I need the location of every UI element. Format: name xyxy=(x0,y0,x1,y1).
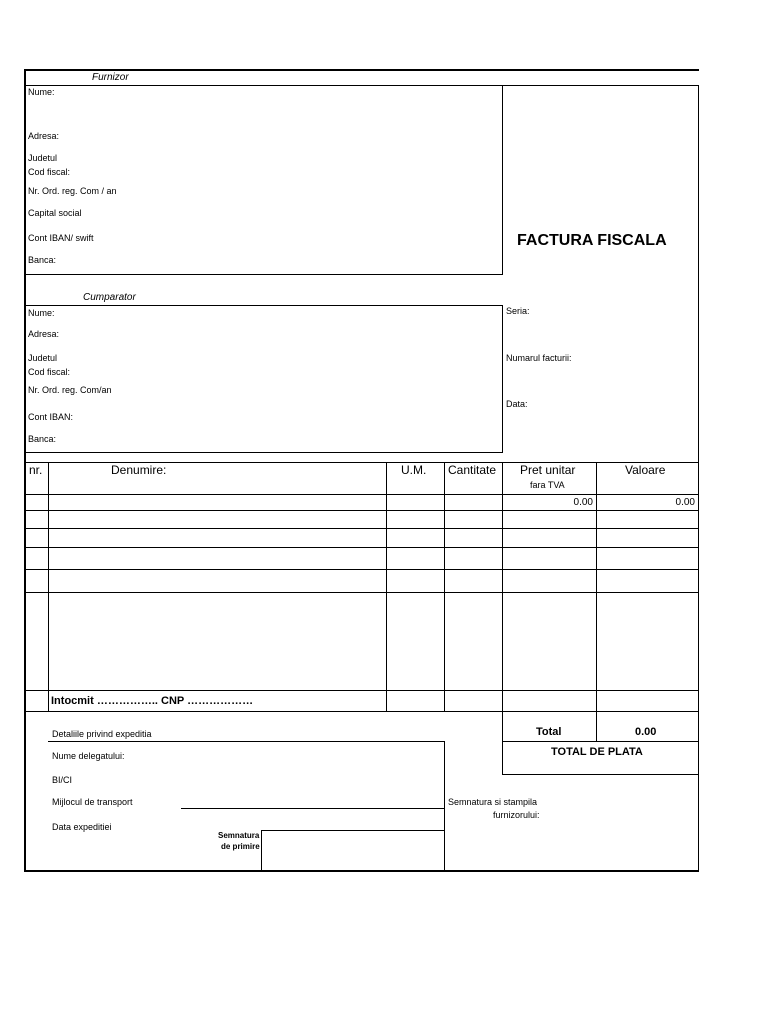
transport-underline xyxy=(181,808,445,809)
frame-right-line xyxy=(698,85,699,872)
buyer-address-label: Adresa: xyxy=(28,329,60,339)
table-row-line-4 xyxy=(24,569,699,570)
table-col-line-1 xyxy=(48,462,49,712)
supplier-signature-label-2: furnizorului: xyxy=(493,810,540,820)
receipt-signature-label-1: Semnatura xyxy=(218,831,260,840)
table-col-line-2 xyxy=(386,462,387,712)
supplier-header: Furnizor xyxy=(92,72,129,83)
table-col-line-3 xyxy=(444,462,445,712)
column-header-um: U.M. xyxy=(401,463,427,477)
supplier-address-label: Adresa: xyxy=(28,131,60,141)
frame-bottom-line xyxy=(24,870,699,872)
buyer-box-top xyxy=(24,305,503,306)
transport-label: Mijlocul de transport xyxy=(52,797,133,807)
shipping-box-right xyxy=(444,741,445,871)
buyer-name-label: Nume: xyxy=(28,308,55,318)
table-bottom-line xyxy=(24,711,699,712)
totals-box-left xyxy=(502,711,503,775)
frame-left-line xyxy=(24,69,26,872)
totals-bottom-line xyxy=(502,774,699,775)
shipping-box-top xyxy=(48,741,445,742)
column-header-unit-price-sub: fara TVA xyxy=(530,480,565,490)
receipt-signature-label-2: de primire xyxy=(221,842,260,851)
supplier-fiscal-code-label: Cod fiscal: xyxy=(28,167,71,177)
table-header-bottom-line xyxy=(24,494,699,495)
supplier-box-right xyxy=(502,85,503,275)
buyer-reg-no-label: Nr. Ord. reg. Com/an xyxy=(28,385,112,395)
table-row-line-6 xyxy=(24,690,699,691)
row1-unit-price: 0.00 xyxy=(573,497,593,508)
table-row-line-1 xyxy=(24,510,699,511)
total-value: 0.00 xyxy=(635,726,657,738)
delegate-name-label: Nume delegatului: xyxy=(52,751,125,761)
totals-mid-line xyxy=(502,741,699,742)
buyer-county-label: Judetul xyxy=(28,353,58,363)
totals-col-line xyxy=(596,711,597,742)
total-to-pay-label: TOTAL DE PLATA xyxy=(551,746,643,758)
supplier-iban-label: Cont IBAN/ swift xyxy=(28,233,94,243)
row1-value: 0.00 xyxy=(675,497,695,508)
shipping-title: Detaliile privind expeditia xyxy=(52,729,152,739)
supplier-county-label: Judetul xyxy=(28,153,58,163)
id-card-label: BI/CI xyxy=(52,775,73,785)
table-row-line-2 xyxy=(24,528,699,529)
column-header-qty: Cantitate xyxy=(448,463,497,477)
total-label: Total xyxy=(536,726,562,738)
invoice-title: FACTURA FISCALA xyxy=(517,232,667,249)
buyer-header: Cumparator xyxy=(83,292,136,303)
supplier-signature-label-1: Semnatura si stampila xyxy=(448,797,538,807)
frame-top-line xyxy=(24,69,699,71)
invoice-series-label: Seria: xyxy=(506,306,530,316)
invoice-date-label: Data: xyxy=(506,399,528,409)
supplier-name-label: Nume: xyxy=(28,87,55,97)
column-header-value: Valoare xyxy=(625,463,666,477)
buyer-bank-label: Banca: xyxy=(28,434,57,444)
receipt-signature-box-left xyxy=(261,830,262,871)
receipt-signature-box-top xyxy=(261,830,445,831)
column-header-nr: nr. xyxy=(29,463,43,477)
supplier-bank-label: Banca: xyxy=(28,255,57,265)
column-header-name: Denumire: xyxy=(111,463,167,477)
supplier-box-top xyxy=(24,85,699,86)
shipping-date-label: Data expeditiei xyxy=(52,822,112,832)
column-header-unit-price: Pret unitar xyxy=(520,463,576,477)
buyer-box-right xyxy=(502,305,503,453)
supplier-reg-no-label: Nr. Ord. reg. Com / an xyxy=(28,186,117,196)
prepared-by-line: Intocmit …………….. CNP ……………… xyxy=(51,695,254,707)
invoice-number-label: Numarul facturii: xyxy=(506,353,572,363)
supplier-box-bottom xyxy=(24,274,503,275)
table-row-line-3 xyxy=(24,547,699,548)
table-row-line-5 xyxy=(24,592,699,593)
buyer-box-bottom xyxy=(24,452,503,453)
buyer-iban-label: Cont IBAN: xyxy=(28,412,74,422)
supplier-capital-label: Capital social xyxy=(28,208,82,218)
buyer-fiscal-code-label: Cod fiscal: xyxy=(28,367,71,377)
